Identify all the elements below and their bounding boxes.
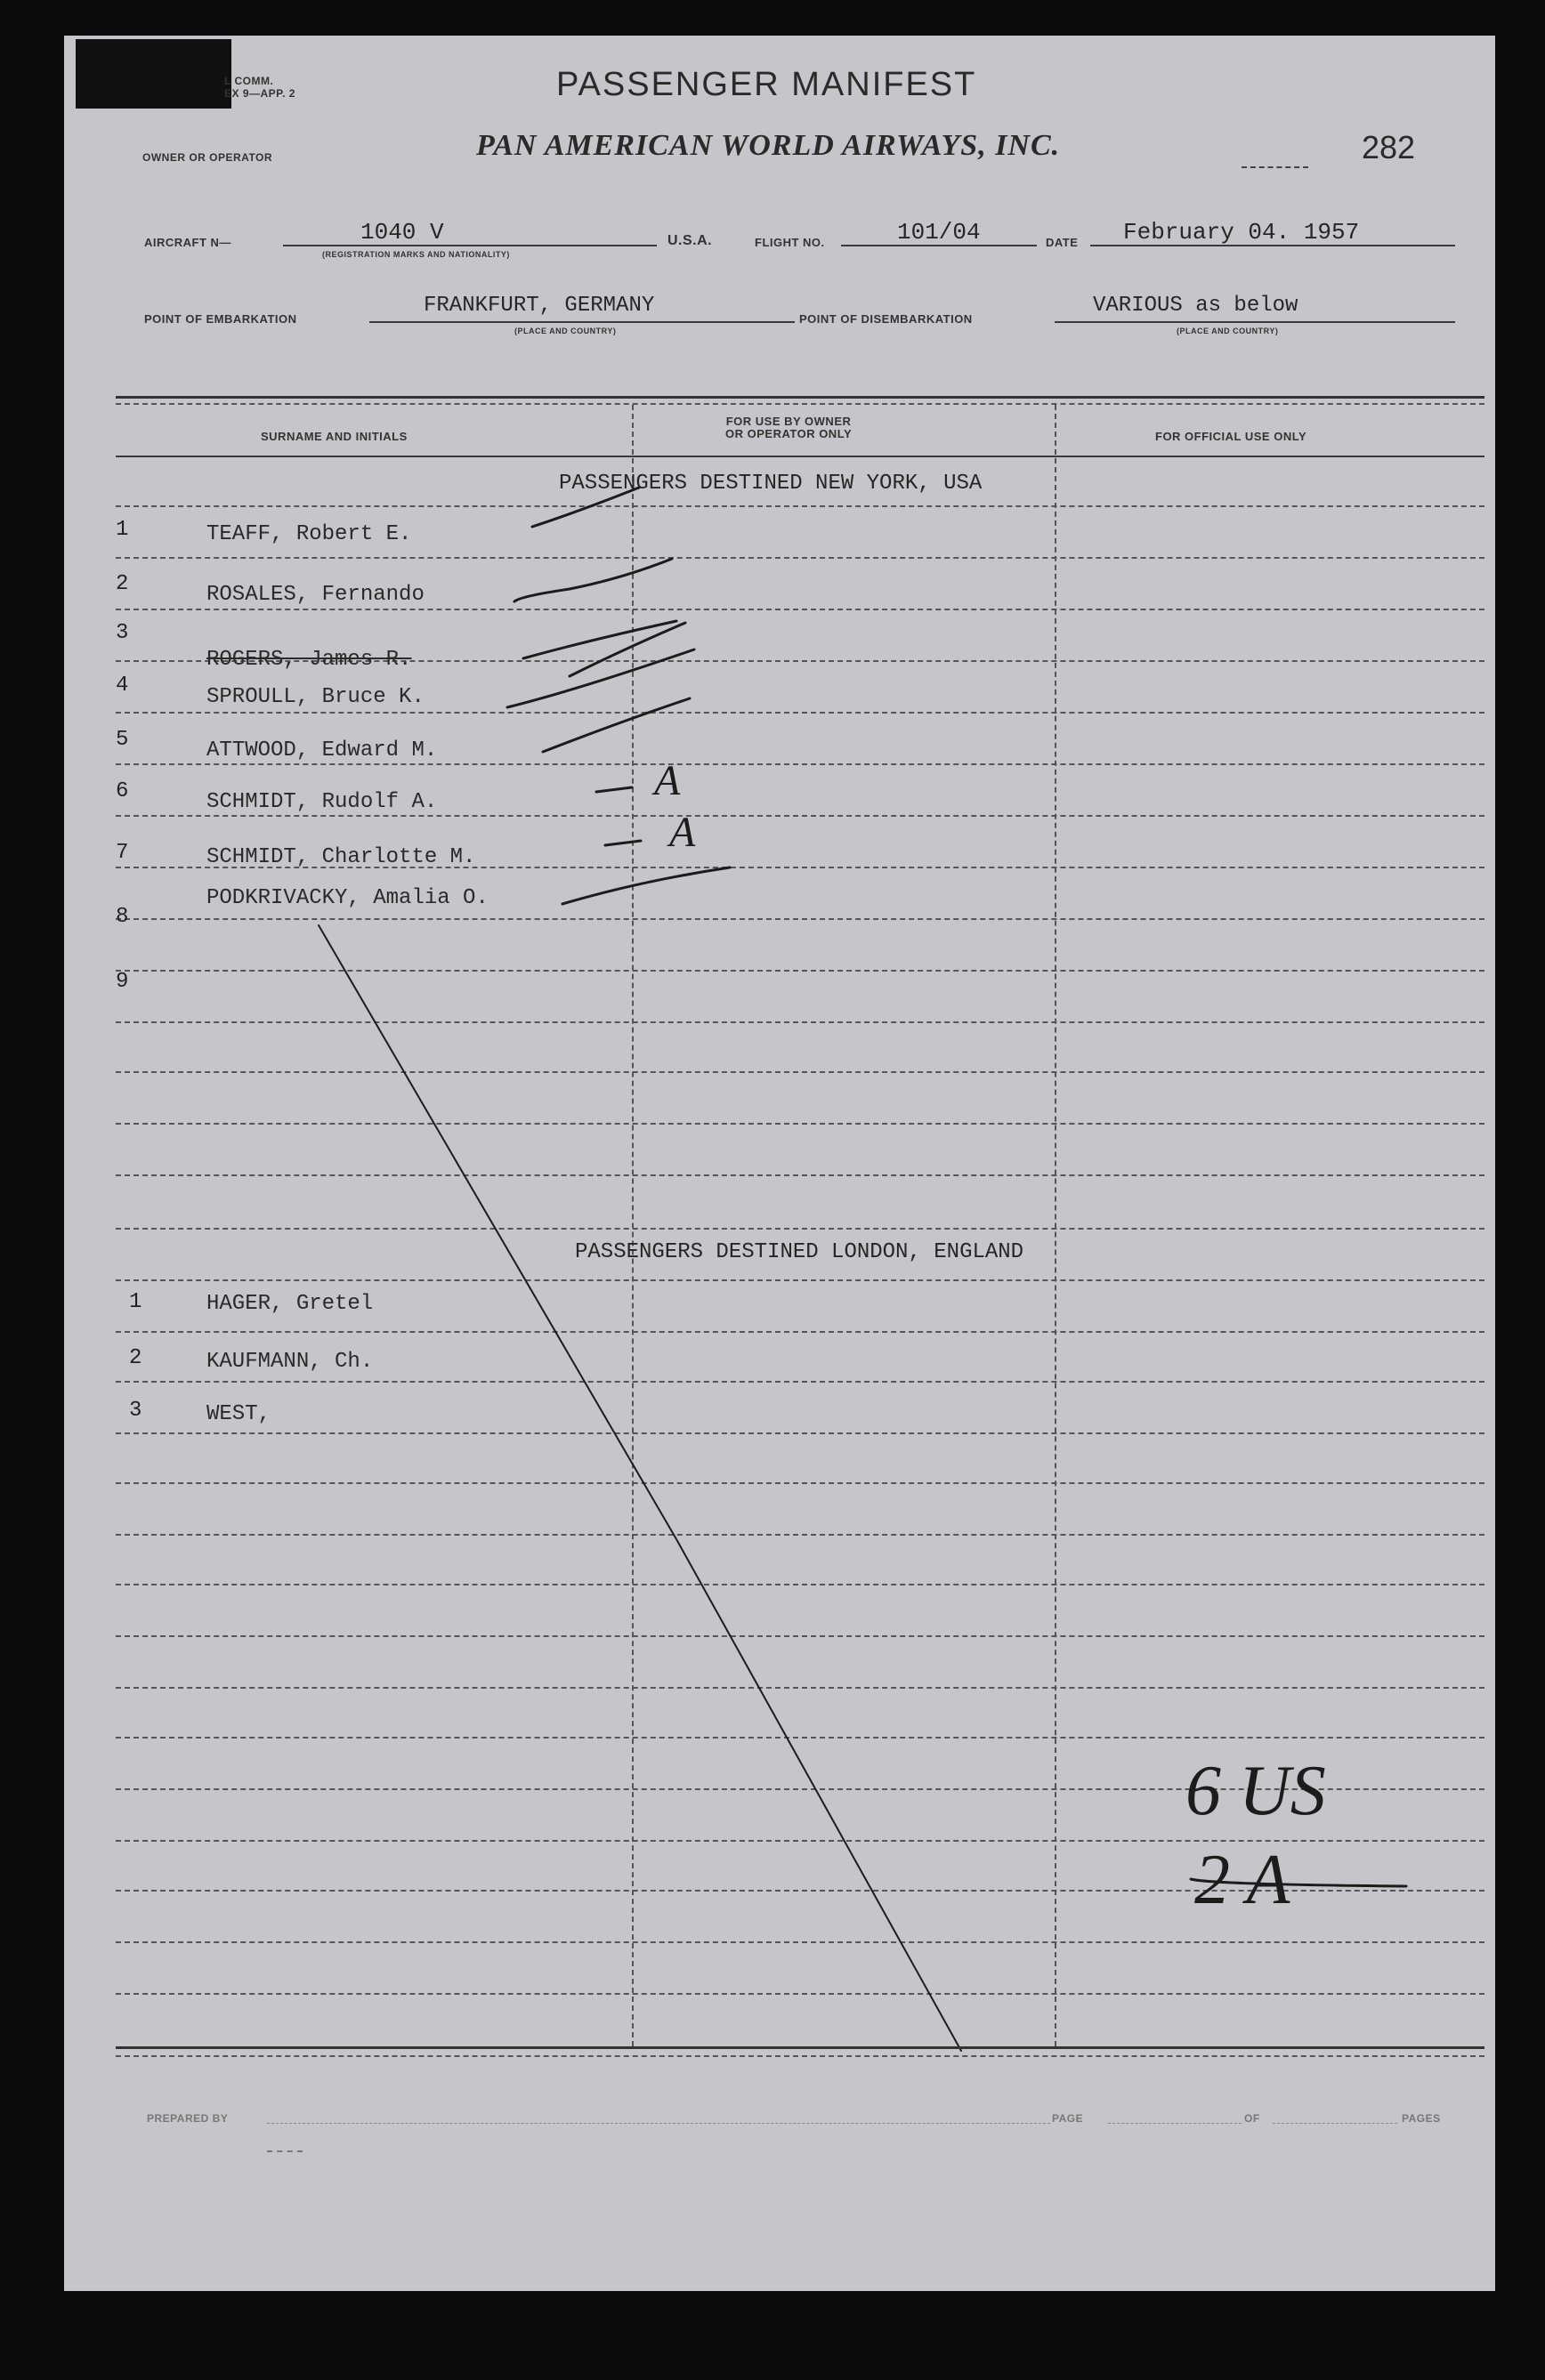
footer-mark [267,2150,303,2152]
cancel-diagonal [319,925,961,2051]
embark-sublabel: (PLACE AND COUNTRY) [514,327,617,335]
passenger-name: SPROULL, Bruce K. [206,685,425,709]
col-owner-use: FOR USE BY OWNER OR OPERATOR ONLY [725,415,853,440]
of-label: OF [1244,2112,1260,2125]
aircraft-value: 1040 V [360,219,444,246]
col-official-use: FOR OFFICIAL USE ONLY [1155,430,1307,443]
page-label: PAGE [1052,2112,1084,2125]
col-surname: SURNAME AND INITIALS [261,430,408,443]
section-heading-london: PASSENGERS DESTINED LONDON, ENGLAND [575,1240,1024,1264]
embark-value: FRANKFURT, GERMANY [424,294,655,318]
row-number: 3 [129,1399,142,1423]
flight-label: FLIGHT NO. [755,236,825,249]
row-number: 9 [116,970,129,994]
date-label: DATE [1046,236,1079,249]
pages-label: PAGES [1402,2112,1441,2125]
row-number: 8 [116,905,129,929]
handwritten-total-a: 2 A [1194,1841,1290,1919]
pen-stroke [523,621,676,658]
pen-stroke [605,841,641,845]
handwritten-a-1: A [654,757,681,804]
prepared-by-line [267,2123,1050,2124]
disembark-label: POINT OF DISEMBARKATION [799,312,973,326]
passenger-name: ROGERS, James R. [206,648,412,672]
row-number: 7 [116,841,129,865]
prepared-by-label: PREPARED BY [147,2112,229,2125]
passenger-name: WEST, [206,1402,271,1426]
passenger-name: ATTWOOD, Edward M. [206,738,438,762]
embark-label: POINT OF EMBARKATION [144,312,297,326]
form-code: L COMM. EX 9—APP. 2 [224,75,295,100]
row-number: 3 [116,621,129,645]
passenger-name: KAUFMANN, Ch. [206,1350,374,1374]
row-number: 2 [129,1346,142,1370]
row-number: 5 [116,728,129,752]
disembark-value: VARIOUS as below [1093,294,1298,318]
owner-value: PAN AMERICAN WORLD AIRWAYS, INC. [476,129,1061,162]
passenger-name: ROSALES, Fernando [206,583,425,607]
date-value: February 04. 1957 [1123,219,1360,246]
owner-label: OWNER OR OPERATOR [142,151,273,164]
passenger-name: SCHMIDT, Charlotte M. [206,845,476,869]
row-number: 1 [116,518,129,542]
disembark-sublabel: (PLACE AND COUNTRY) [1177,327,1279,335]
usa-label: U.S.A. [667,233,713,248]
row-number: 6 [116,779,129,803]
passenger-name: HAGER, Gretel [206,1292,374,1316]
row-number: 1 [129,1290,142,1314]
pen-stroke [596,787,632,792]
section-heading-new-york: PASSENGERS DESTINED NEW YORK, USA [559,472,983,496]
aircraft-label: AIRCRAFT N— [144,236,231,249]
row-number: 4 [116,674,129,698]
handwritten-a-2: A [669,809,696,856]
page-number: 282 [1362,129,1416,165]
pen-stroke [514,559,672,601]
handwritten-total-us: 6 US [1185,1752,1326,1830]
passenger-name: SCHMIDT, Rudolf A. [206,790,438,814]
passenger-name: PODKRIVACKY, Amalia O. [206,886,489,910]
pen-stroke [543,698,690,752]
table-bottom-rule [116,2046,1484,2049]
flight-value: 101/04 [897,219,981,246]
pen-stroke [507,649,694,707]
pen-stroke [562,867,730,904]
page-title: PASSENGER MANIFEST [556,66,977,103]
page-line [1108,2123,1242,2124]
row-number: 2 [116,572,129,596]
table-bottom-rule-2 [116,2055,1484,2057]
aircraft-sublabel: (REGISTRATION MARKS AND NATIONALITY) [322,250,510,259]
pen-stroke [532,488,639,527]
of-line [1273,2123,1397,2124]
passenger-name: TEAFF, Robert E. [206,522,412,546]
